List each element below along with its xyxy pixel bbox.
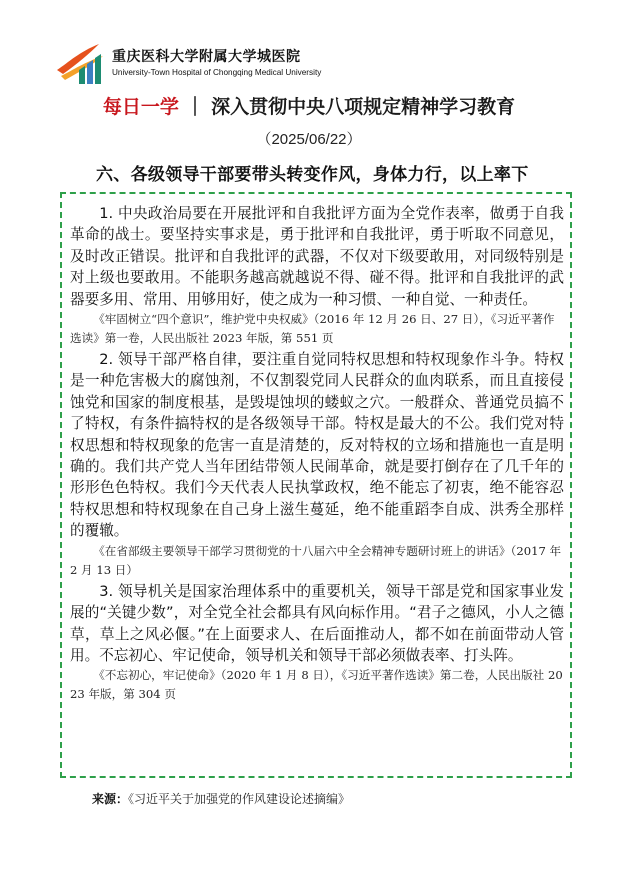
title-main: 深入贯彻中央八项规定精神学习教育	[211, 96, 516, 118]
hospital-logo-icon	[55, 40, 105, 86]
page-title	[0, 92, 618, 119]
publish-date: （2025/06/22）	[256, 131, 362, 148]
quote-box	[60, 192, 572, 778]
source-line	[92, 790, 350, 807]
hospital-name-en: University-Town Hospital of Chongqing Medical University	[112, 68, 322, 77]
hospital-name-cn: 重庆医科大学附属大学城医院	[112, 49, 301, 65]
section-heading: 六、各级领导干部要带头转变作风，身体力行，以上率下	[96, 165, 529, 185]
quote-content	[70, 203, 564, 705]
source-label: 来源：	[92, 792, 129, 806]
quote-paragraph-1: 1. 中央政治局要在开展批评和自我批评方面为全党作表率，做勇于自我革命的战士。要坚持实事求是，勇于批评和自我批评，勇于听取不同意见，及时改正错误。批评和自我批评的武器，不仅对下级要敢用，对同级特别是对上级也要敢用。不能职务越高就越说不得、碰不得。批评和自我批评的武器要多用、常用、用够用好，使之成为一种习惯、一种自觉、一种责任。	[70, 205, 564, 308]
quote-paragraph-3: 3. 领导机关是国家治理体系中的重要机关，领导干部是党和国家事业发展的“关键少数”，对全党全社会都具有风向标作用。“君子之德风，小人之德草，草上之风必偃。”在上面要求人、在后面推动人，都不如在前面带动人管用。不忘初心、牢记使命，领导机关和领导干部必须做表率、打头阵。	[70, 582, 564, 664]
quote-citation-3: 《不忘初心，牢记使命》（2020 年 1 月 8 日），《习近平著作选读》第二卷，人民出版社 2023 年版，第 304 页	[70, 668, 563, 702]
source-text: 《习近平关于加强党的作风建设论述摘编》	[128, 792, 351, 806]
quote-citation-2: 《在省部级主要领导干部学习贯彻党的十八届六中全会精神专题研讨班上的讲话》（2017 年 2 月 13 日）	[70, 543, 562, 577]
title-separator: ｜	[185, 96, 205, 118]
quote-citation-1: 《牢固树立“四个意识”，维护党中央权威》（2016 年 12 月 26 日、27 日），《习近平著作选读》第一卷，人民出版社 2023 年版，第 551 页	[70, 312, 555, 346]
title-prefix: 每日一学	[102, 96, 179, 118]
quote-paragraph-2: 2. 领导干部严格自律，要注重自觉同特权思想和特权现象作斗争。特权是一种危害极大的腐蚀剂，不仅割裂党同人民群众的血肉联系，而且直接侵蚀党和国家的制度根基，是毁堤蚀坝的蝼蚁之穴。一般群众、普通党员搞不了特权，有条件搞特权的是各级领导干部。特权是最大的不公。我们党对特权思想和特权现象的危害一直是清楚的，反对特权的立场和措施也一直是明确的。我们共产党人当年团结带领人民闹革命，就是要打倒存在了几千年的形形色色特权。我们今天代表人民执掌政权，绝不能忘了初衷，绝不能容忍特权思想和特权现象在自己身上滋生蔓延，绝不能重蹈李自成、洪秀全那样的覆辙。	[70, 351, 564, 540]
hospital-header	[55, 40, 355, 86]
